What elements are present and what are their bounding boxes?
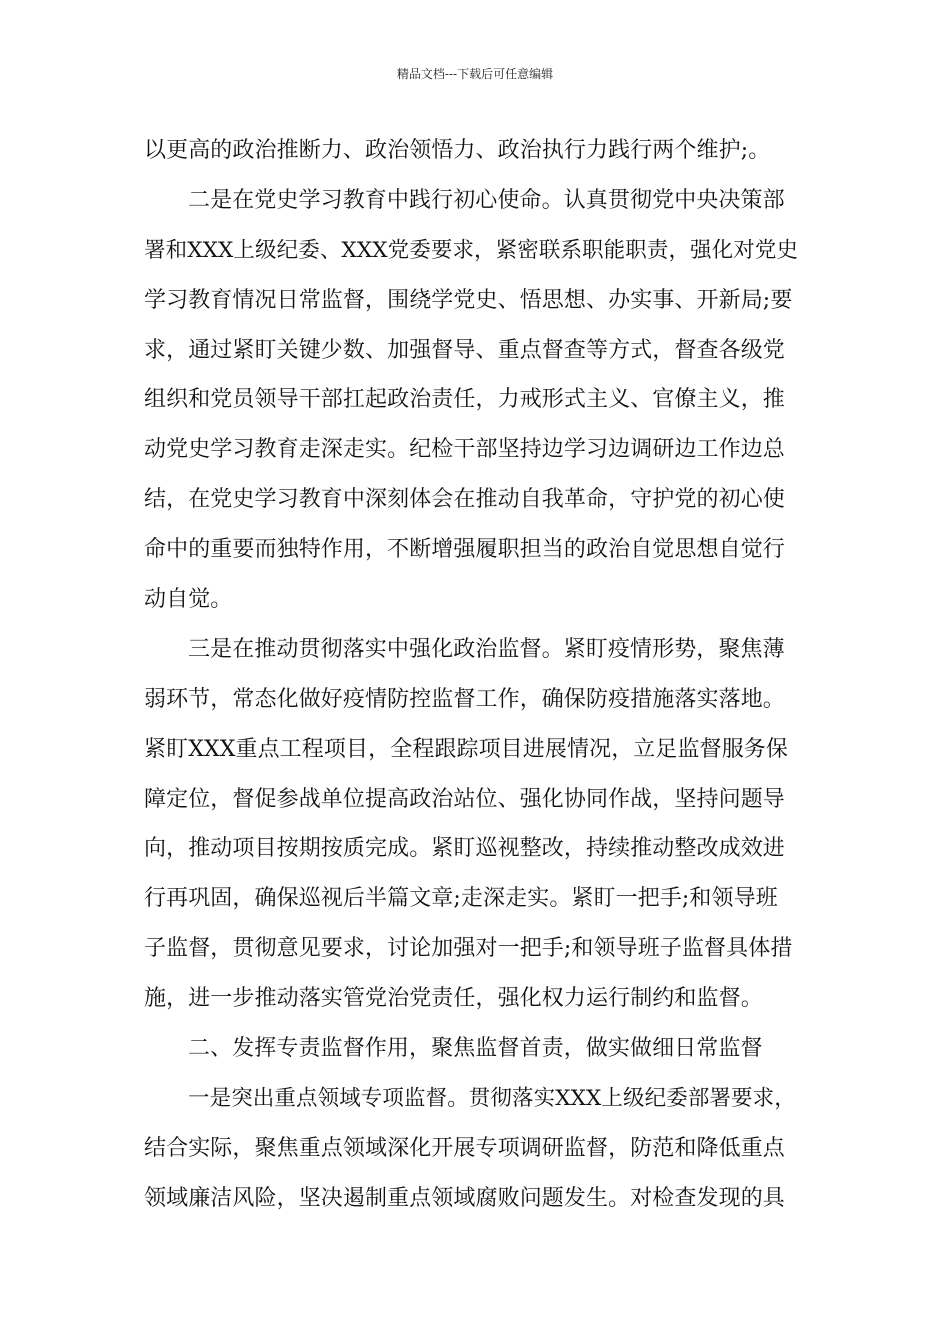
- text-line: 结，在党史学习教育中深刻体会在推动自我革命，守护党的初心使: [144, 487, 785, 513]
- text-line: 领域廉洁风险，坚决遏制重点领域腐败问题发生。对检查发现的具: [144, 1185, 785, 1211]
- text-line: 署和XXX上级纪委、XXX党委要求，紧密联系职能职责，强化对党史: [144, 237, 799, 263]
- text-line: 命中的重要而独特作用，不断增强履职担当的政治自觉思想自觉行: [144, 537, 785, 563]
- text-line: 一是突出重点领域专项监督。贯彻落实XXX上级纪委部署要求，: [188, 1085, 796, 1111]
- text-line: 障定位，督促参战单位提高政治站位、强化协同作战，坚持问题导: [144, 786, 785, 812]
- section-heading: 二、发挥专责监督作用，聚焦监督首责，做实做细日常监督: [188, 1036, 763, 1062]
- text-line: 二是在党史学习教育中践行初心使命。认真贯彻党中央决策部: [188, 187, 785, 213]
- text-line: 三是在推动贯彻落实中强化政治监督。紧盯疫情形势，聚焦薄: [188, 636, 785, 662]
- text-line: 施，进一步推动落实管党治党责任，强化权力运行制约和监督。: [144, 986, 763, 1012]
- text-line: 求，通过紧盯关键少数、加强督导、重点督查等方式，督查各级党: [144, 337, 785, 363]
- text-line: 弱环节，常态化做好疫情防控监督工作，确保防疫措施落实落地。: [144, 686, 785, 712]
- text-line: 动自觉。: [144, 587, 233, 613]
- text-line: 学习教育情况日常监督，围绕学党史、悟思想、办实事、开新局;要: [144, 287, 793, 313]
- text-line: 结合实际，聚焦重点领域深化开展专项调研监督，防范和降低重点: [144, 1135, 785, 1161]
- text-line: 紧盯XXX重点工程项目，全程跟踪项目进展情况，立足监督服务保: [144, 736, 788, 762]
- text-line: 以更高的政治推断力、政治领悟力、政治执行力践行两个维护;。: [144, 138, 771, 163]
- text-line: 行再巩固，确保巡视后半篇文章;走深走实。紧盯一把手;和领导班: [144, 886, 778, 912]
- text-line: 动党史学习教育走深走实。纪检干部坚持边学习边调研边工作边总: [144, 437, 785, 463]
- text-line: 向，推动项目按期按质完成。紧盯巡视整改，持续推动整改成效进: [144, 836, 785, 862]
- document-body: [144, 126, 808, 1224]
- text-line: 组织和党员领导干部扛起政治责任，力戒形式主义、官僚主义，推: [144, 387, 785, 413]
- page-header: 精品文档---下载后可任意编辑: [396, 67, 554, 81]
- text-line: 子监督，贯彻意见要求，讨论加强对一把手;和领导班子监督具体措: [144, 936, 793, 962]
